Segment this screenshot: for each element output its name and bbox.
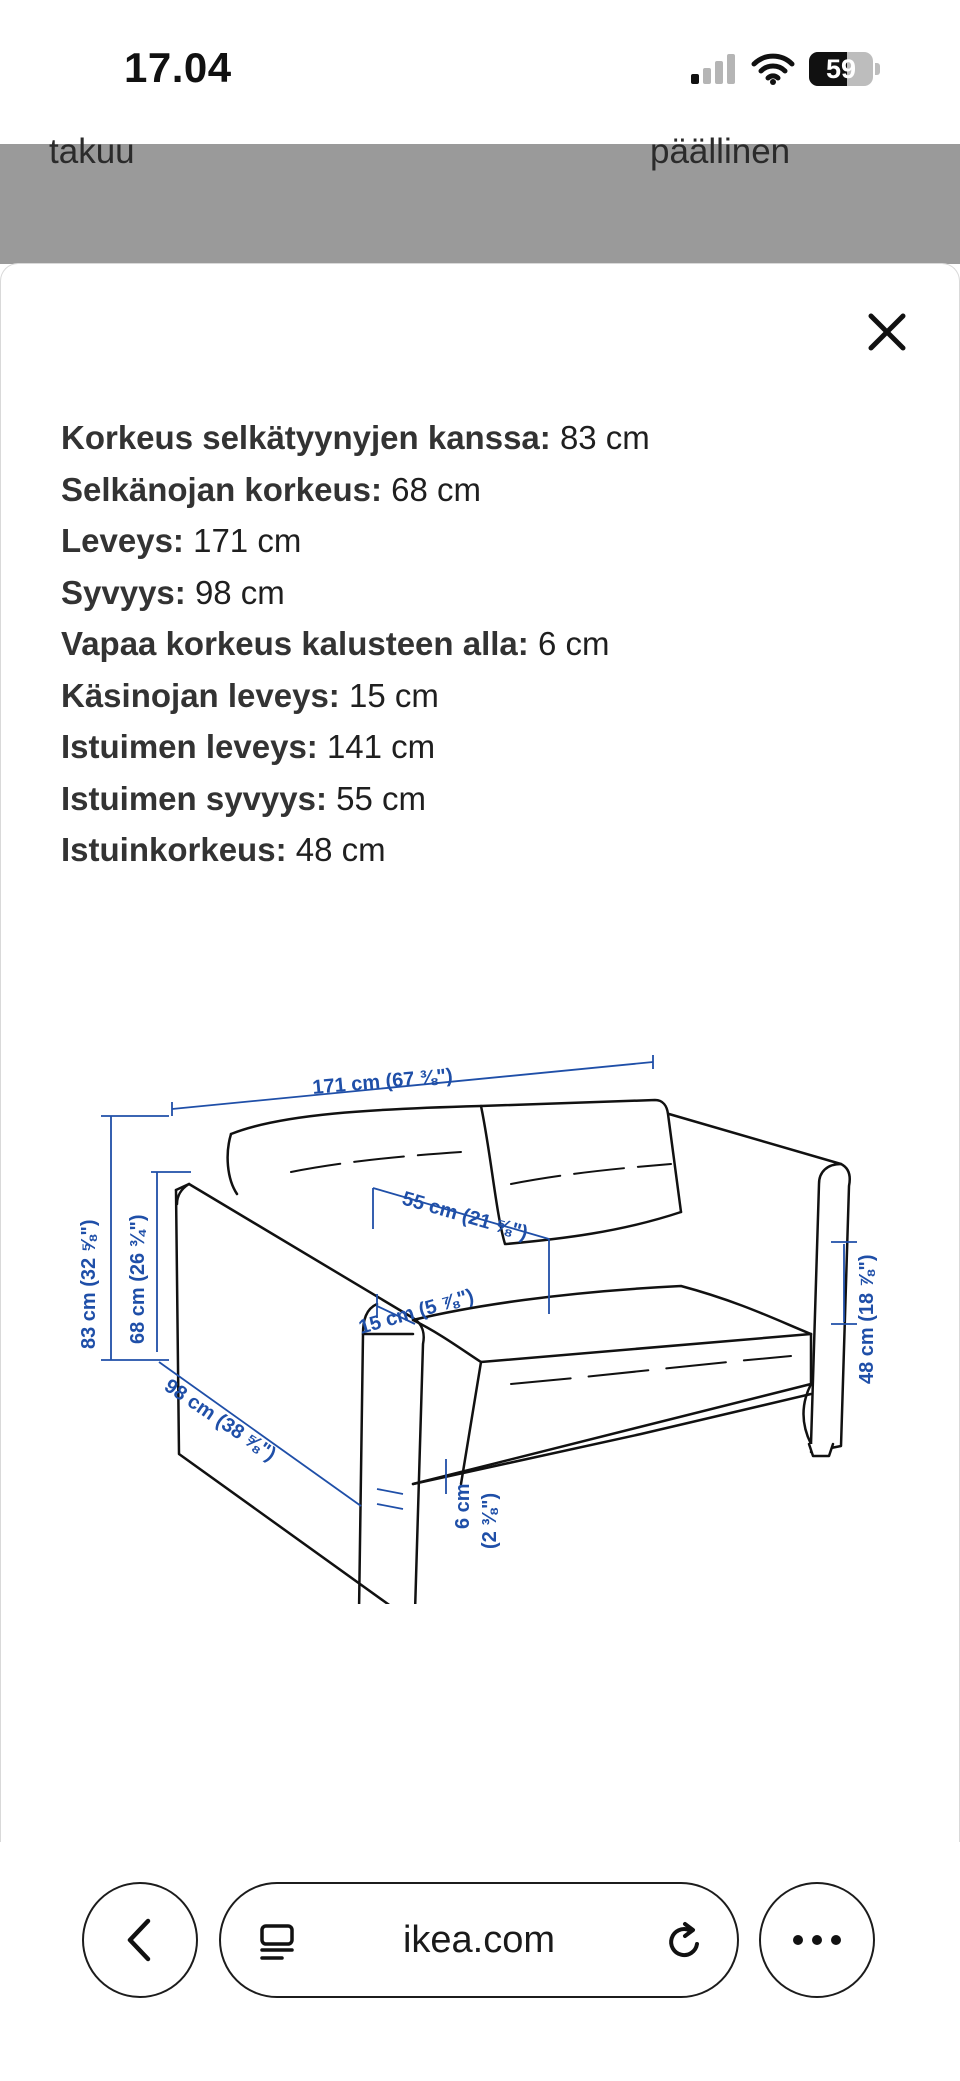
dimension-item: [61, 721, 650, 773]
sofa-outline: [176, 1100, 850, 1604]
dimension-label: Vapaa korkeus kalusteen alla:: [61, 625, 529, 662]
dimension-item: [61, 618, 650, 670]
sofa-dimension-drawing: [41, 1044, 921, 1604]
ellipsis-icon: [792, 1934, 842, 1946]
dimension-item: [61, 412, 650, 464]
battery-tip: [875, 63, 880, 75]
wifi-icon: [751, 53, 795, 85]
page-backdrop[interactable]: [0, 144, 960, 264]
backdrop-text-right: päällinen: [650, 132, 791, 171]
more-options-button[interactable]: [759, 1882, 875, 1998]
dimension-label: Käsinojan leveys:: [61, 676, 340, 714]
depth-label: 98 cm (38 ⅝"): [160, 1374, 280, 1466]
back-button[interactable]: [82, 1882, 198, 1998]
dimension-value: 83 cm: [559, 419, 650, 456]
dimension-label: Selkänojan korkeus:: [61, 470, 382, 508]
width-label: 171 cm (67 ⅜"): [311, 1064, 454, 1099]
battery-icon: [809, 52, 873, 86]
backdrop-text-left: takuu: [49, 132, 135, 171]
backrest-height-label: 68 cm (26 ¾"): [127, 1214, 149, 1344]
dimension-item: [61, 773, 650, 825]
dimension-item: [61, 515, 650, 567]
dimension-value: 171 cm: [193, 522, 302, 559]
dimension-item: [61, 824, 650, 876]
page-menu-icon[interactable]: [257, 1922, 297, 1962]
height-cushions-label: 83 cm (32 ⅝"): [78, 1219, 100, 1349]
dimension-value: 141 cm: [326, 728, 436, 765]
seat-height-label: 48 cm (18 ⅞"): [856, 1254, 878, 1384]
clearance-cm-label: 6 cm: [452, 1483, 474, 1529]
status-bar: [0, 0, 960, 144]
dimension-value: 98 cm: [194, 573, 285, 611]
status-icons: [691, 52, 880, 86]
dimension-label: Istuinkorkeus:: [61, 831, 287, 868]
armrest-width-label: 15 cm (5 ⅞"): [356, 1285, 477, 1339]
dimension-label: Syvyys:: [61, 573, 186, 611]
dimension-value: 15 cm: [348, 676, 439, 714]
dimension-value: 48 cm: [295, 831, 386, 868]
address-bar[interactable]: [219, 1882, 739, 1998]
dimension-value: 68 cm: [391, 470, 482, 508]
chevron-left-icon: [120, 1915, 160, 1965]
dimension-item: [61, 670, 650, 722]
dimensions-sheet: [0, 263, 960, 1864]
dimension-label: Korkeus selkätyynyjen kanssa:: [61, 419, 551, 456]
home-indicator: [339, 2050, 621, 2060]
dimension-value: 6 cm: [537, 625, 610, 662]
dimensions-list: [61, 412, 650, 876]
dimension-label: Istuimen syvyys:: [61, 779, 327, 817]
clearance-in-label: (2 ⅜"): [479, 1492, 501, 1549]
dimension-label: Leveys:: [61, 522, 184, 559]
dimension-lines: [101, 1055, 857, 1509]
battery-level: 59: [825, 54, 857, 84]
reload-icon[interactable]: [663, 1920, 707, 1964]
seat-depth-label: 55 cm (21 ⅝"): [399, 1187, 531, 1245]
close-icon: [861, 306, 913, 358]
dimension-item: [61, 567, 650, 619]
dimension-item: [61, 464, 650, 516]
url-text: ikea.com: [402, 1918, 556, 1961]
status-time: 17.04: [124, 44, 232, 91]
browser-toolbar: [0, 1842, 960, 2081]
cellular-signal-icon: [691, 54, 737, 84]
dimension-value: 55 cm: [336, 779, 427, 817]
close-button[interactable]: [861, 306, 913, 358]
dimension-label: Istuimen leveys:: [61, 728, 318, 765]
